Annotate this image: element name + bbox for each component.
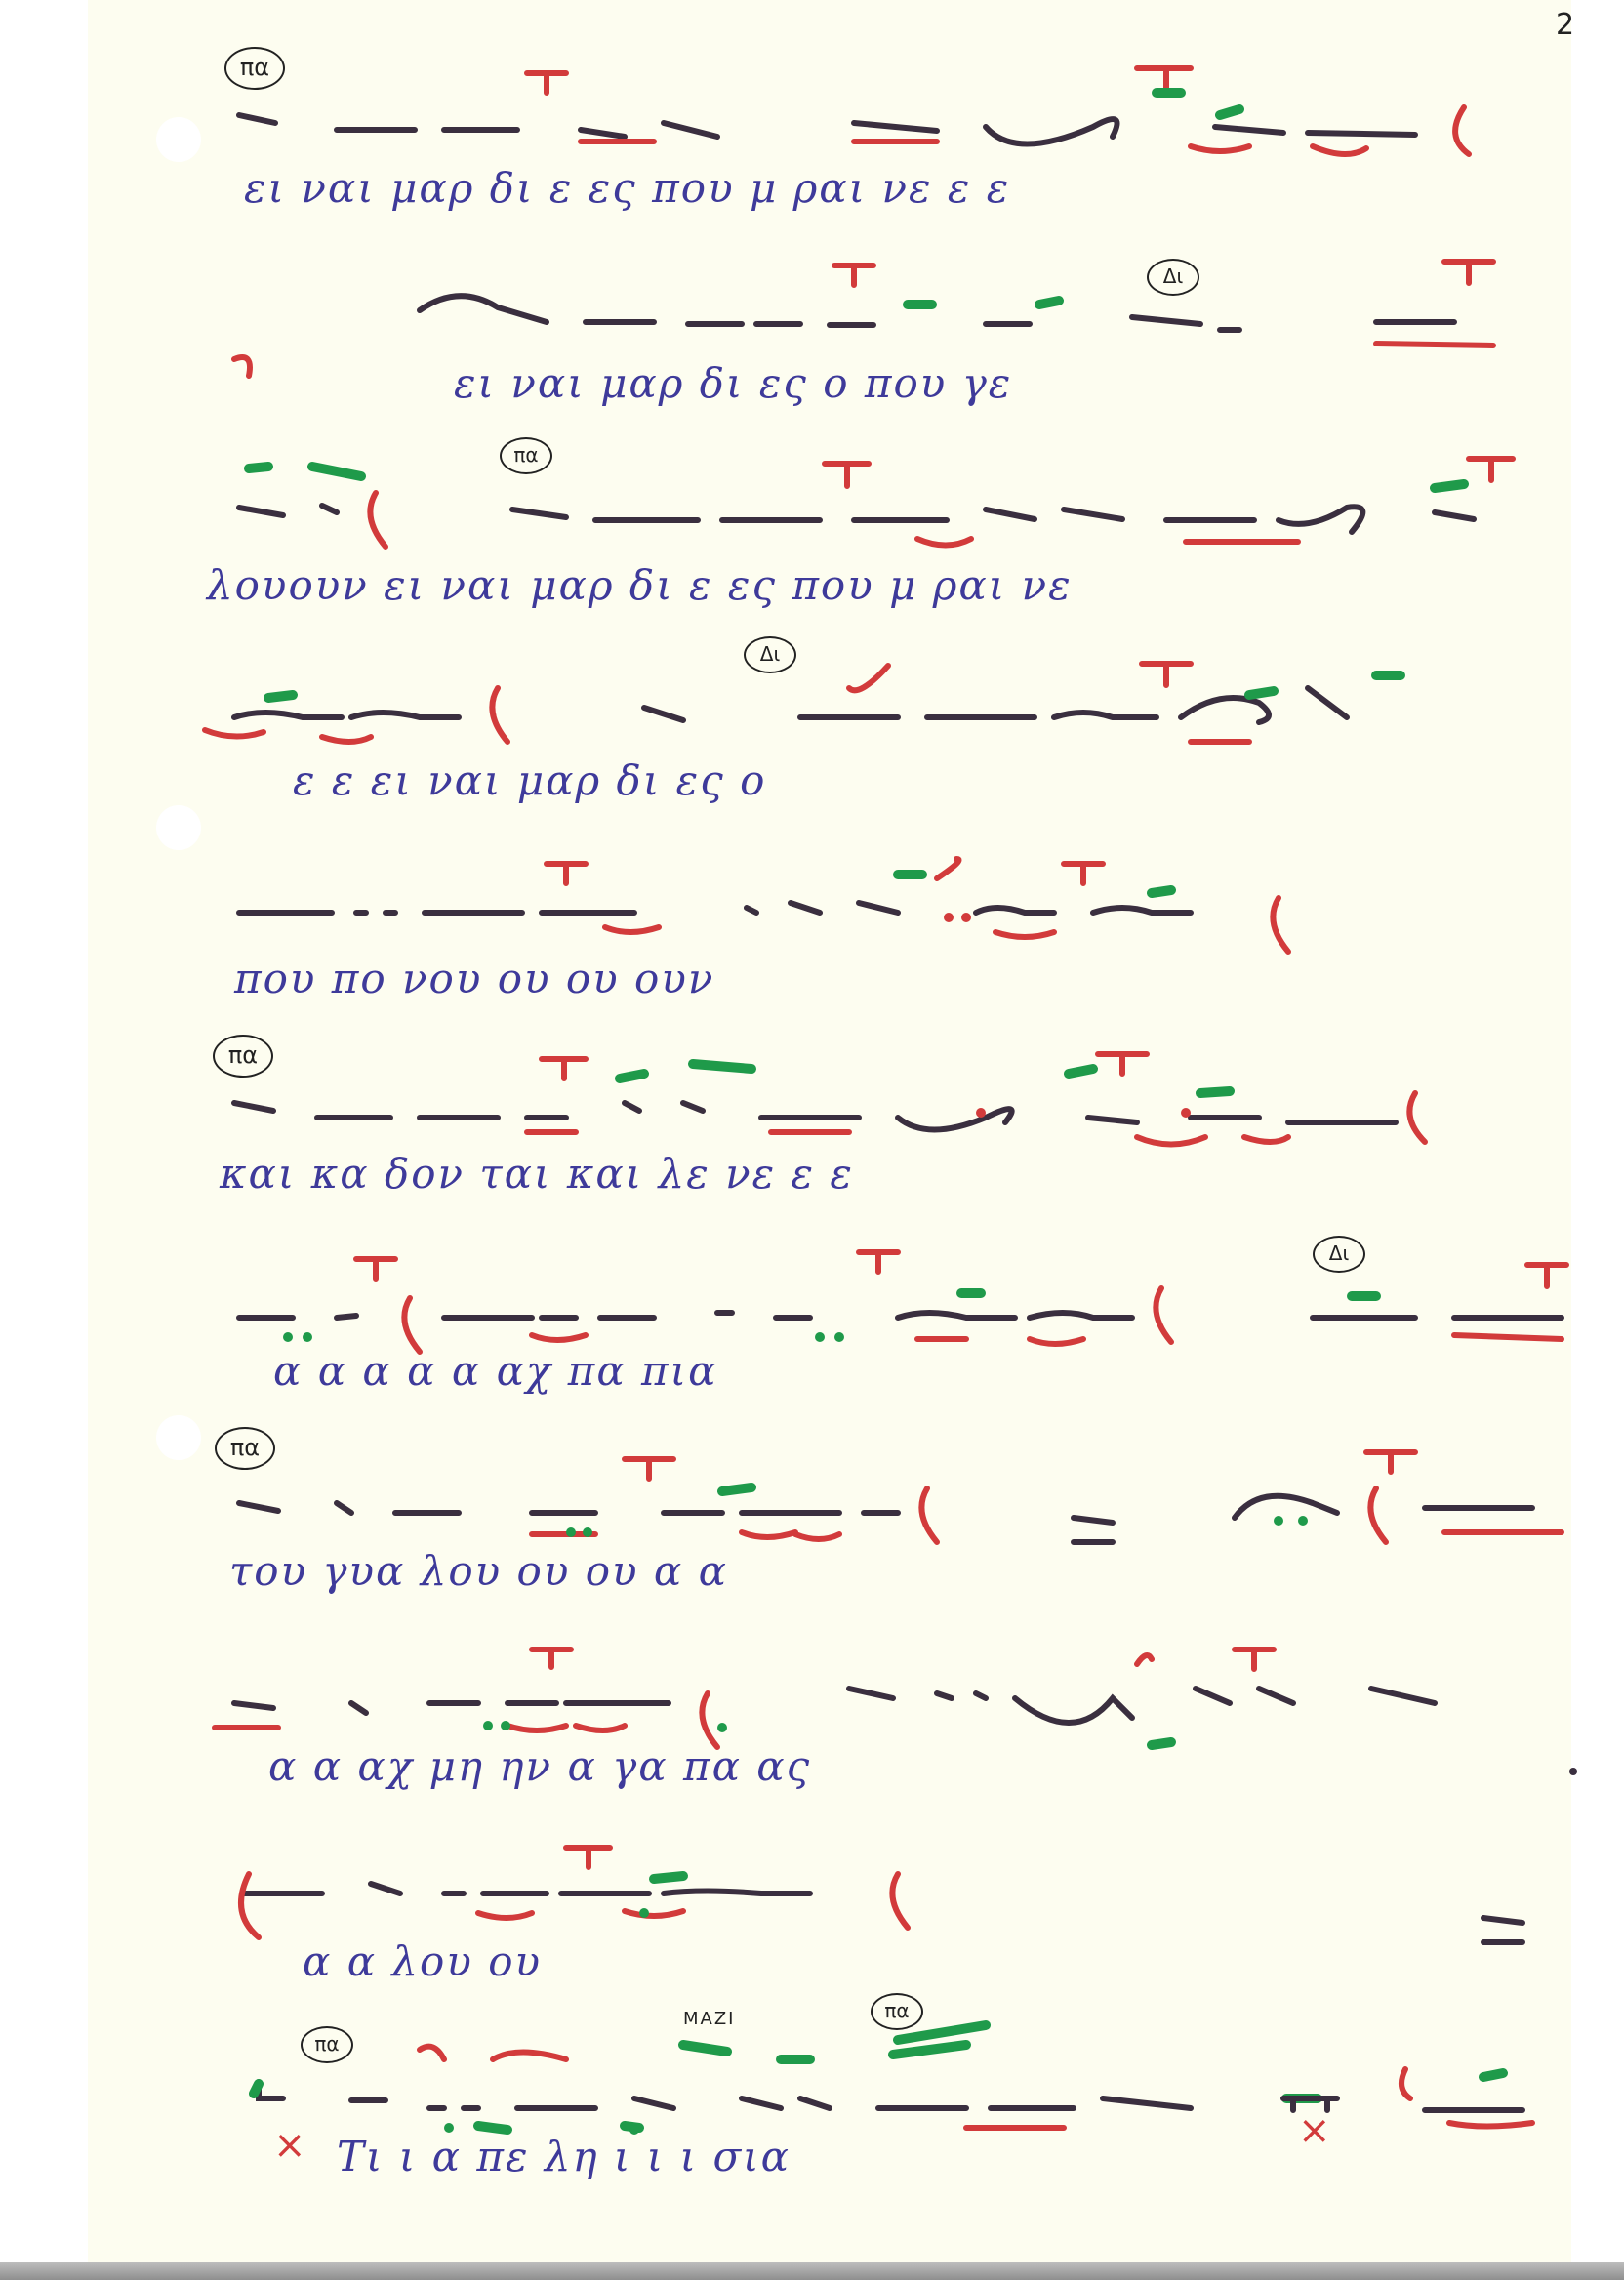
martyria-pa-marker: πα [500, 437, 552, 474]
lyric-line-11: Τι ι α πε λη ι ι ι σια [337, 2133, 791, 2180]
lyric-line-2: ει ναι μαρ δι ες ο που γε [454, 359, 1013, 407]
lyric-line-4: ε ε ει ναι μαρ δι ες ο [293, 756, 767, 804]
martyria-pa-marker: πα [215, 1427, 275, 1470]
lyric-line-6: και κα δον ται και λε νε ε ε [220, 1150, 854, 1198]
neume-line-1 [239, 68, 1469, 154]
martyria-pa-marker: πα [224, 47, 285, 90]
page-bottom-border [0, 2262, 1624, 2280]
mazi-annotation: ΜΑΖΙ [683, 2009, 736, 2029]
martyria-pa-marker: πα [213, 1035, 273, 1078]
neume-line-11 [254, 2025, 1532, 2130]
martyria-di-marker: Δι [744, 636, 796, 673]
neume-line-8 [239, 1452, 1562, 1542]
neume-line-7 [239, 1252, 1566, 1352]
lyric-line-10: α α λου ου [303, 1937, 543, 1985]
lyric-line-7: α α α α α αχ πα πια [273, 1347, 718, 1395]
lyric-line-3: λουουν ει ναι μαρ δι ε ες που μ ραι νε [207, 561, 1073, 609]
neume-line-6 [234, 1054, 1425, 1145]
neume-line-9 [215, 1649, 1435, 1747]
lyric-line-8: του γυα λου ου ου α α [229, 1547, 728, 1595]
martyria-di-marker: Δι [1313, 1236, 1365, 1273]
neume-line-3 [239, 459, 1513, 547]
lyric-line-5: που πο νου ου ου ουν [234, 955, 715, 1002]
lyric-line-1: ει ναι μαρ δι ε ες που μ ραι νε ε ε [244, 164, 1011, 212]
martyria-di-marker: Δι [1147, 259, 1199, 296]
martyria-pa-marker: πα [301, 2026, 353, 2063]
lyric-line-9: α α αχ μη ην α γα πα ας [268, 1742, 812, 1790]
neume-line-4 [205, 664, 1401, 742]
cross-mark: × [1298, 2108, 1331, 2153]
neume-line-10 [241, 1848, 1522, 1942]
martyria-pa-marker: πα [871, 1993, 923, 2030]
page-number: 2 [1556, 8, 1575, 42]
cross-mark: × [273, 2123, 306, 2168]
neume-line-5 [239, 859, 1288, 952]
